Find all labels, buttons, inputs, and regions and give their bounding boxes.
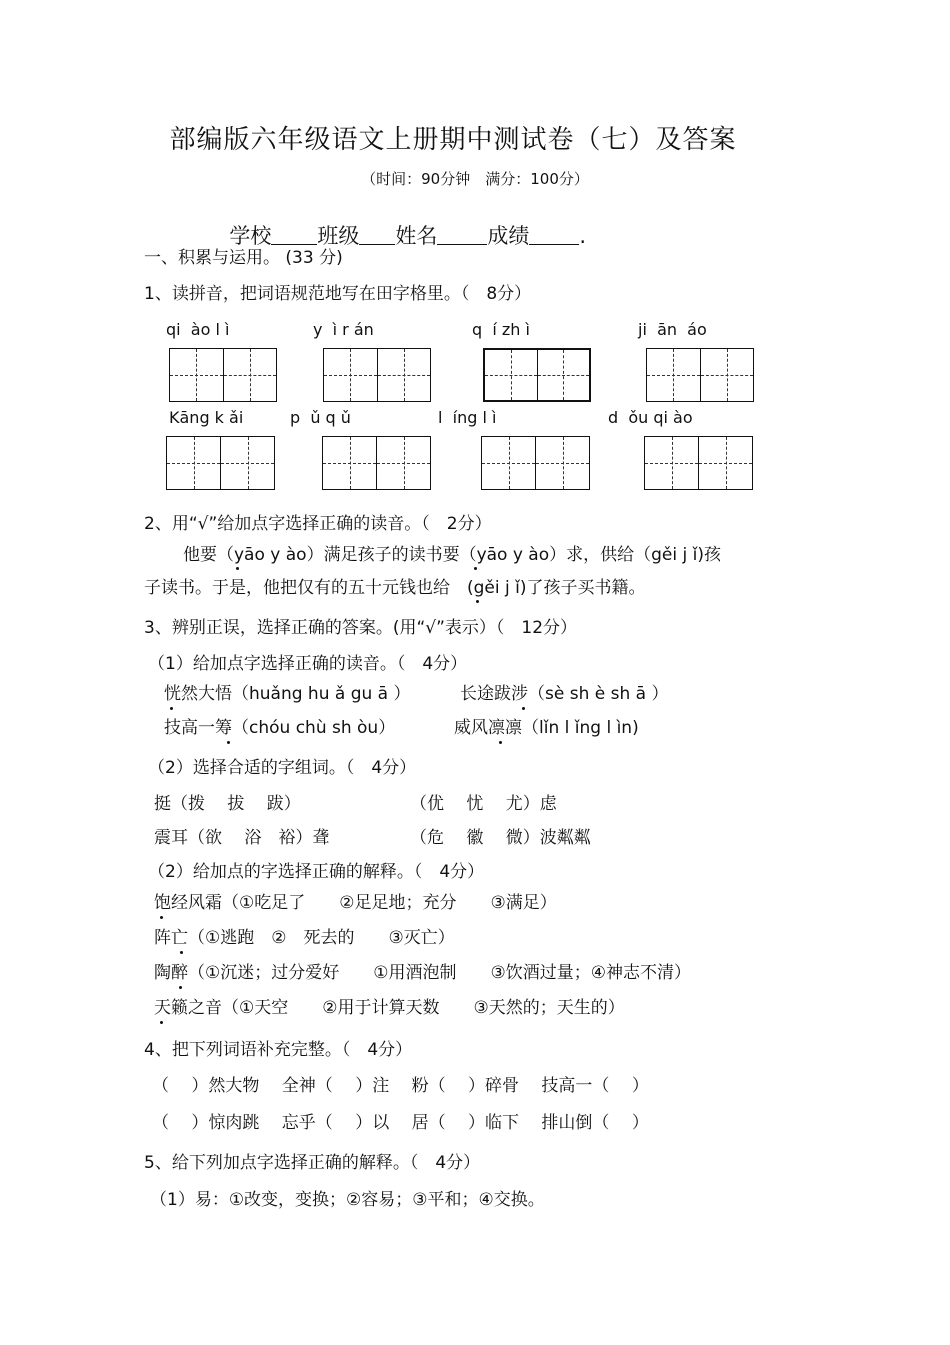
pinyin-1: qi ào l ì [166, 320, 230, 339]
student-info-line [216, 205, 586, 247]
grid-cell[interactable] [536, 437, 589, 489]
exam-time-score: （时间：90分钟 满分：100分） [361, 170, 589, 188]
class-blank[interactable] [359, 226, 395, 245]
emphasis-dot [170, 707, 173, 710]
word-choice: 挺（拨 拔 跋） [154, 794, 301, 814]
question-1-prompt: 1、读拼音，把词语规范地写在田字格里。（ 8分） [144, 284, 532, 304]
reading-option: 恍然大悟（huǎng hu ǎ gu ā ） [164, 684, 411, 704]
emphasis-dot [522, 707, 525, 710]
pinyin-8: d ǒu qi ào [608, 408, 693, 427]
name-label: 姓名 [395, 224, 438, 248]
grid-cell[interactable] [167, 437, 221, 489]
pinyin-6: p ǔ q ǔ [290, 408, 351, 427]
emphasis-dot [179, 986, 182, 989]
writing-grid-6[interactable] [322, 436, 431, 490]
emphasis-dot [474, 567, 477, 570]
meaning-option: 陶醉（①沉迷；过分爱好 ①用酒泡制 ③饮酒过量；④神志不清） [154, 963, 691, 983]
emphasis-dot [236, 567, 239, 570]
question-5-sub-1: （1）易：①改变，变换；②容易；③平和；④交换。 [150, 1190, 545, 1210]
grid-cell[interactable] [701, 349, 754, 401]
grid-cell[interactable] [221, 437, 274, 489]
pinyin-2: y ì r án [313, 320, 374, 339]
reading-option: 威风凛凛（lǐn l ǐng l ìn) [454, 718, 639, 738]
question-2-prompt: 2、用“√”给加点字选择正确的读音。（ 2分） [144, 514, 492, 534]
pinyin-3: q í zh ì [472, 320, 530, 339]
grid-cell[interactable] [170, 349, 224, 401]
word-choice: （优 忧 尤）虑 [410, 794, 557, 814]
question-2-line-1: 他要（yāo y ào）满足孩子的读书要（yāo y ào）求，供给（gěi j ǐ)孩 [183, 545, 721, 565]
grid-cell[interactable] [224, 349, 277, 401]
class-label: 班级 [317, 224, 360, 248]
grid-cell[interactable] [645, 437, 699, 489]
word-choice: （危 徽 微）波粼粼 [410, 828, 591, 848]
writing-grid-5[interactable] [166, 436, 275, 490]
question-3-sub-1: （1）给加点字选择正确的读音。（ 4分） [148, 654, 468, 674]
emphasis-dot [227, 741, 230, 744]
meaning-option: 饱经风霜（①吃足了 ②足足地；充分 ③满足） [154, 893, 557, 913]
writing-grid-4[interactable] [646, 348, 754, 402]
pinyin-4: ji ān áo [638, 320, 707, 339]
question-5-prompt: 5、给下列加点字选择正确的解释。（ 4分） [144, 1153, 481, 1173]
emphasis-dot [180, 951, 183, 954]
writing-grid-3[interactable] [483, 348, 591, 402]
grid-cell[interactable] [323, 437, 377, 489]
question-2-line-2: 子读书。于是，他把仅有的五十元钱也给 (gěi j ǐ)了孩子买书籍。 [144, 578, 646, 598]
grid-cell[interactable] [699, 437, 752, 489]
emphasis-dot [476, 600, 479, 603]
emphasis-dot [160, 1021, 163, 1024]
writing-grid-7[interactable] [481, 436, 590, 490]
meaning-option: 阵亡（①逃跑 ② 死去的 ③灭亡） [154, 928, 455, 948]
info-period: . [579, 224, 587, 248]
emphasis-dot [160, 916, 163, 919]
grid-cell[interactable] [647, 349, 701, 401]
section-heading: 一、积累与运用。 (33 分) [144, 248, 343, 268]
grid-cell[interactable] [485, 350, 538, 400]
reading-option: 技高一筹（chóu chù sh òu） [164, 718, 396, 738]
grid-cell[interactable] [538, 350, 590, 400]
school-label: 学校 [229, 224, 272, 248]
reading-option: 长途跋涉（sè sh è sh ā ） [460, 684, 669, 704]
emphasis-dot [499, 741, 502, 744]
school-blank[interactable] [271, 226, 317, 245]
question-3-sub-3: （2）给加点的字选择正确的解释。（ 4分） [148, 862, 485, 882]
question-3-sub-2: （2）选择合适的字组词。（ 4分） [148, 758, 417, 778]
question-3-prompt: 3、辨别正误，选择正确的答案。(用“√”表示）（ 12分） [144, 618, 578, 638]
writing-grid-1[interactable] [169, 348, 277, 402]
writing-grid-2[interactable] [323, 348, 431, 402]
question-4-prompt: 4、把下列词语补充完整。（ 4分） [144, 1040, 413, 1060]
word-choice: 震耳（欲 浴 裕）聋 [154, 828, 330, 848]
meaning-option: 天籁之音（①天空 ②用于计算天数 ③天然的；天生的） [154, 998, 625, 1018]
grid-cell[interactable] [482, 437, 536, 489]
pinyin-5: Kāng k ǎi [169, 408, 244, 427]
writing-grid-8[interactable] [644, 436, 753, 490]
idiom-fill-line: （ ）然大物 全神（ ）注 粉（ ）碎骨 技高一（ ） [152, 1076, 649, 1096]
grid-cell[interactable] [324, 349, 378, 401]
idiom-fill-line: （ ）惊肉跳 忘乎（ ）以 居（ ）临下 排山倒（ ） [152, 1113, 649, 1133]
grid-cell[interactable] [378, 349, 431, 401]
name-blank[interactable] [437, 226, 487, 245]
pinyin-7: l íng l ì [438, 408, 497, 427]
score-label: 成绩 [487, 224, 530, 248]
grid-cell[interactable] [377, 437, 430, 489]
score-blank[interactable] [529, 226, 579, 245]
page-title: 部编版六年级语文上册期中测试卷（七）及答案 [169, 125, 737, 155]
